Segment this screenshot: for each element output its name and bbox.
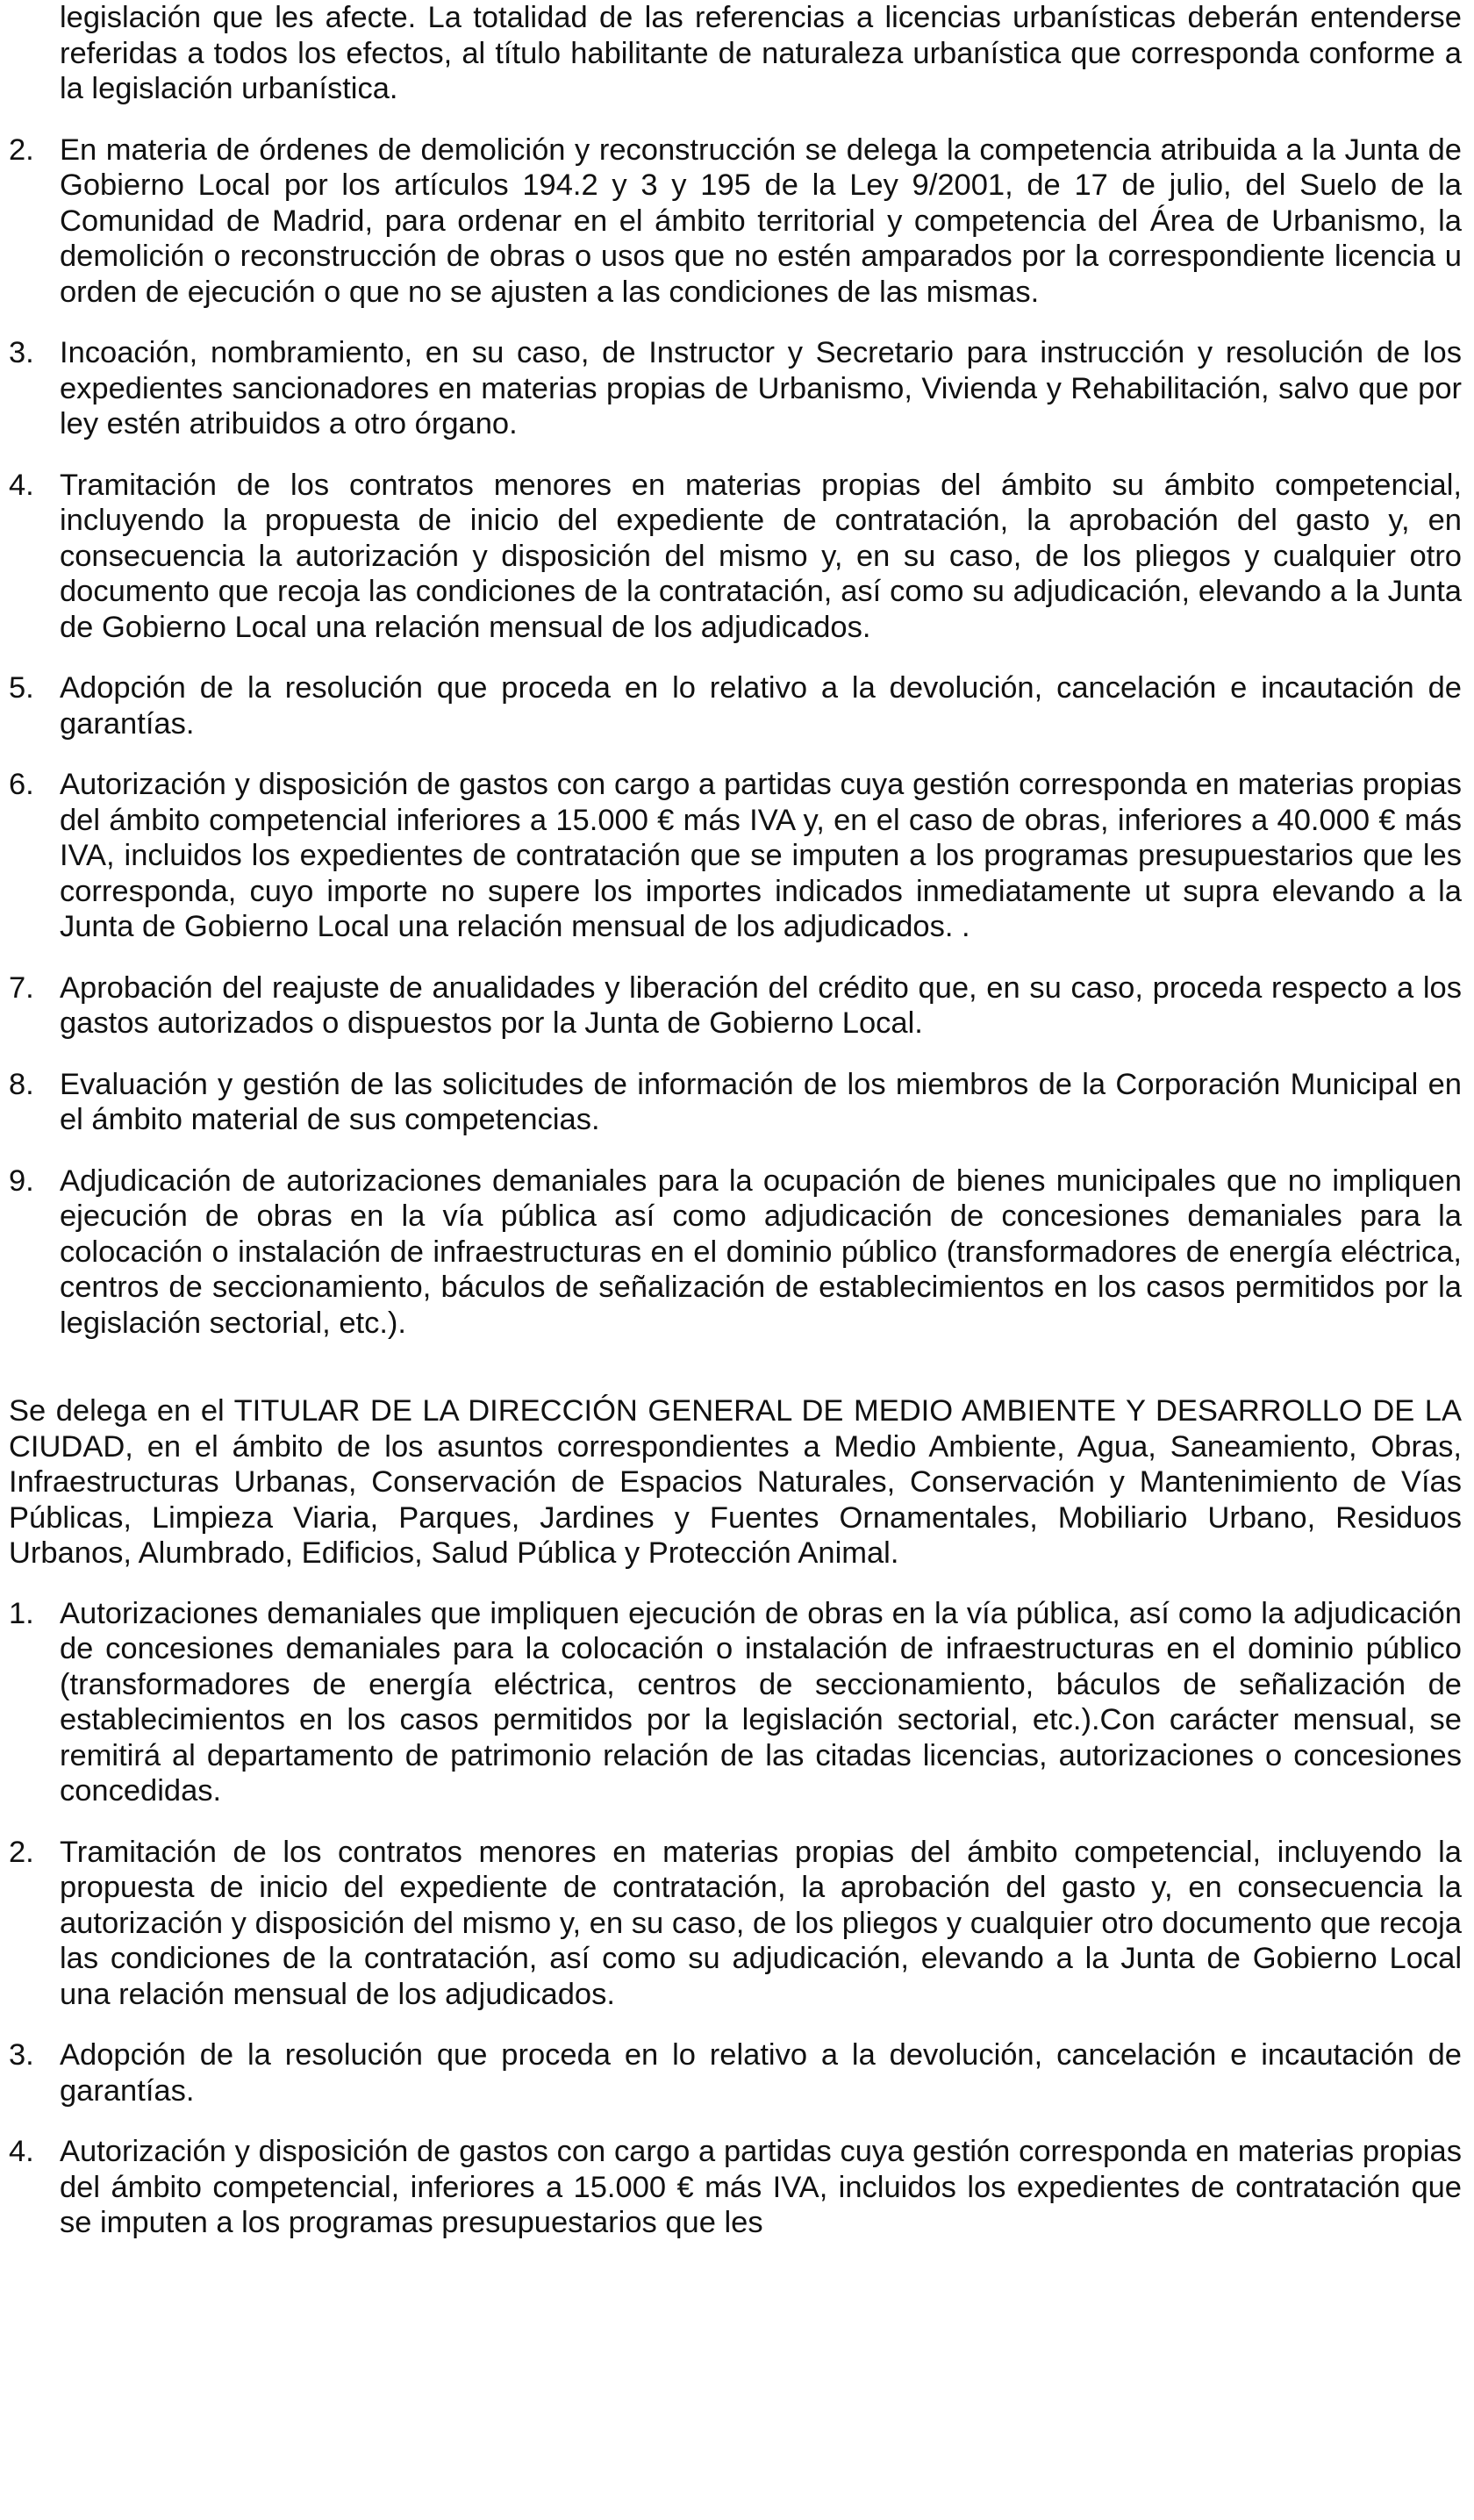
list-item-number: 6. <box>9 768 34 801</box>
list-item-text: Adopción de la resolución que proceda en lo relativo a la devolución, cancelación e incautación de garantías. <box>60 2038 1462 2108</box>
list-item <box>9 132 1462 311</box>
list-item <box>9 1163 1462 1342</box>
document-page <box>9 0 1462 2241</box>
list-item-text: Autorización y disposición de gastos con cargo a partidas cuya gestión corresponda en materias propias del ámbito competencial inferiores a 15.000 € más IVA y, en el caso de obras, inferiores a 40.000 € más IVA, incluidos los expedientes de contratación que se imputen a los programas presupuestarios que les corresponda, cuyo importe no supere los importes indicados inmediatamente ut supra elevando a la Junta de Gobierno Local una relación mensual de los adjudicados. . <box>60 768 1462 943</box>
intro-continuation-paragraph: legislación que les afecte. La totalidad de las referencias a licencias urbanísticas deberán entenderse referidas a todos los efectos, al título habilitante de naturaleza urbanística que corresponda conforme a la legislación urbanística. <box>60 1 1462 105</box>
list-item-number: 5. <box>9 671 34 705</box>
list-item-text: Adjudicación de autorizaciones demaniales para la ocupación de bienes municipales que no impliquen ejecución de obras en la vía pública así como adjudicación de concesiones demaniales para la colocación o instalación de infraestructuras en el dominio público (transformadores de energía eléctrica, centros de seccionamiento, báculos de señalización de establecimientos en los casos permitidos por la legislación sectorial, etc.). <box>60 1163 1462 1340</box>
urbanism-delegations-list <box>9 132 1462 1342</box>
list-item-text: Autorizaciones demaniales que impliquen ejecución de obras en la vía pública, así como la adjudicación de concesiones demaniales para la colocación o instalación de infraestructuras en el dominio público (transformadores de energía eléctrica, centros de seccionamiento, báculos de señalización de establecimientos en los casos permitidos por la legislación sectorial, etc.).Con carácter mensual, se remitirá al departamento de patrimonio relación de las citadas licencias, autorizaciones o concesiones concedidas. <box>60 1596 1462 1808</box>
list-item-number: 8. <box>9 1067 34 1101</box>
list-item <box>9 1596 1462 1809</box>
list-item <box>9 670 1462 741</box>
list-item-text: Autorización y disposición de gastos con cargo a partidas cuya gestión corresponda en materias propias del ámbito competencial, inferiores a 15.000 € más IVA, incluidos los expedientes de contratación que se imputen a los programas presupuestarios que les <box>60 2135 1462 2239</box>
environment-delegations-list <box>9 1596 1462 2241</box>
list-item-text: Adopción de la resolución que proceda en lo relativo a la devolución, cancelación e incautación de garantías. <box>60 671 1462 741</box>
list-item-number: 3. <box>9 2038 34 2072</box>
delegation-paragraph: Se delega en el TITULAR DE LA DIRECCIÓN GENERAL DE MEDIO AMBIENTE Y DESARROLLO DE LA CIUDAD, en el ámbito de los asuntos correspondientes a Medio Ambiente, Agua, Saneamiento, Obras, Infraestructuras Urbanas, Conservación de Espacios Naturales, Conservación y Mantenimiento de Vías Públicas, Limpieza Viaria, Parques, Jardines y Fuentes Ornamentales, Mobiliario Urbano, Residuos Urbanos, Alumbrado, Edificios, Salud Pública y Protección Animal. <box>9 1394 1462 1570</box>
list-item <box>9 335 1462 442</box>
list-item-text: Evaluación y gestión de las solicitudes de información de los miembros de la Corporación Municipal en el ámbito material de sus competencias. <box>60 1067 1462 1136</box>
list-item-number: 9. <box>9 1163 34 1198</box>
list-item-text: Tramitación de los contratos menores en materias propias del ámbito competencial, incluyendo la propuesta de inicio del expediente de contratación, la aprobación del gasto y, en consecuencia la autorización y disposición del mismo y, en su caso, de los pliegos y cualquier otro documento que recoja las condiciones de la contratación, así como su adjudicación, elevando a la Junta de Gobierno Local una relación mensual de los adjudicados. <box>60 1835 1462 2011</box>
list-item-text: Incoación, nombramiento, en su caso, de Instructor y Secretario para instrucción y resolución de los expedientes sancionadores en materias propias de Urbanismo, Vivienda y Rehabilitación, salvo que por ley estén atribuidos a otro órgano. <box>60 336 1462 440</box>
list-item <box>9 1067 1462 1138</box>
list-item-number: 7. <box>9 970 34 1005</box>
list-item <box>9 1835 1462 2013</box>
list-item <box>9 468 1462 646</box>
list-item-number: 3. <box>9 336 34 369</box>
list-item-text: En materia de órdenes de demolición y reconstrucción se delega la competencia atribuida a la Junta de Gobierno Local por los artículos 194.2 y 3 y 195 de la Ley 9/2001, de 17 de julio, del Suelo de la Comunidad de Madrid, para ordenar en el ámbito territorial y competencia del Área de Urbanismo, la demolición o reconstrucción de obras o usos que no estén amparados por la correspondiente licencia u orden de ejecución o que no se ajusten a las condiciones de las mismas. <box>60 132 1462 309</box>
list-item <box>9 970 1462 1042</box>
list-item <box>9 2037 1462 2108</box>
list-item-text: Tramitación de los contratos menores en materias propias del ámbito su ámbito competencial, incluyendo la propuesta de inicio del expediente de contratación, la aprobación del gasto y, en consecuencia la autorización y disposición del mismo y, en su caso, de los pliegos y cualquier otro documento que recoja las condiciones de la contratación, así como su adjudicación, elevando a la Junta de Gobierno Local una relación mensual de los adjudicados. <box>60 468 1462 644</box>
list-item-text: Aprobación del reajuste de anualidades y liberación del crédito que, en su caso, proceda respecto a los gastos autorizados o dispuestos por la Junta de Gobierno Local. <box>60 970 1462 1040</box>
list-item-number: 1. <box>9 1596 34 1630</box>
list-item <box>9 767 1462 945</box>
list-item <box>9 2134 1462 2241</box>
list-item-number: 2. <box>9 132 34 167</box>
list-item-number: 2. <box>9 1835 34 1869</box>
list-item-number: 4. <box>9 468 34 502</box>
list-item-number: 4. <box>9 2135 34 2168</box>
